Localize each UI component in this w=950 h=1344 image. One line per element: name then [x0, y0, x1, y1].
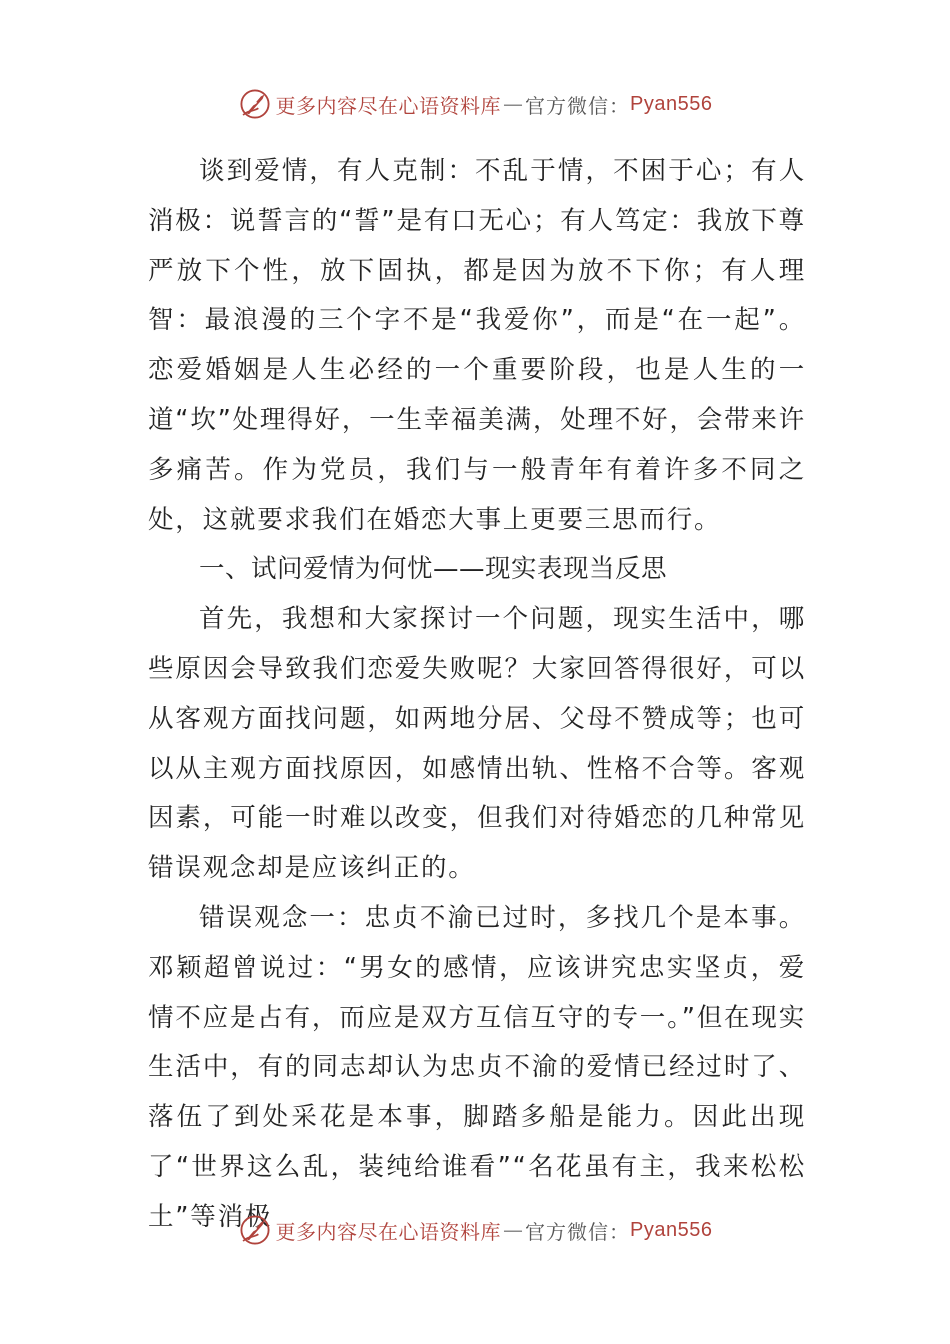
banner-brand-text: 更多内容尽在心语资料库	[275, 1219, 502, 1244]
paragraph-intro: 谈到爱情，有人克制：不乱于情，不困于心；有人消极：说誓言的“誓”是有口无心；有人笃定：我放下尊严放下个性，放下固执，都是因为放不下你；有人理智：最浪漫的三个字不是“我爱你”，而是“在一起”。恋爱婚姻是人生必经的一个重要阶段，也是人生的一道“坎”处理得好，一生幸福美满，处理不好，会带来许多痛苦。作为党员，我们与一般青年有着许多不同之处，这就要求我们在婚恋大事上更要三思而行。	[148, 156, 806, 535]
banner-wechat-id: Pyan556	[630, 1218, 713, 1241]
banner-brand-text: 更多内容尽在心语资料库	[275, 93, 502, 118]
quill-logo-icon	[238, 87, 272, 121]
document-body	[148, 147, 806, 1243]
quill-logo-icon	[238, 1213, 272, 1247]
paragraph-question: 首先，我想和大家探讨一个问题，现实生活中，哪些原因会导致我们恋爱失败呢？大家回答得很好，可以从客观方面找问题，如两地分居、父母不赞成等；也可以从主观方面找原因，如感情出轨、性格不合等。客观因素，可能一时难以改变，但我们对待婚恋的几种常见错误观念却是应该纠正的。	[148, 604, 806, 884]
section-heading: 一、试问爱情为何忧——现实表现当反思	[199, 554, 668, 585]
banner-official-label: 官方微信：	[525, 93, 631, 118]
banner-wechat-id: Pyan556	[630, 92, 713, 115]
footer-banner	[0, 1210, 950, 1250]
paragraph-misconception-one: 错误观念一：忠贞不渝已过时，多找几个是本事。邓颖超曾说过：“男女的感情，应该讲究忠实坚贞，爱情不应是占有，而应是双方互信互守的专一。”但在现实生活中，有的同志却认为忠贞不渝的爱情已经过时了、落伍了到处采花是本事，脚踏多船是能力。因此出现了“世界这么乱，装纯给谁看”“名花虽有主，我来松松土”等消极	[148, 902, 806, 1232]
banner-official-label: 官方微信：	[525, 1219, 631, 1244]
banner-dash: —	[503, 1218, 524, 1242]
header-banner	[0, 84, 950, 124]
banner-dash: —	[503, 92, 524, 116]
